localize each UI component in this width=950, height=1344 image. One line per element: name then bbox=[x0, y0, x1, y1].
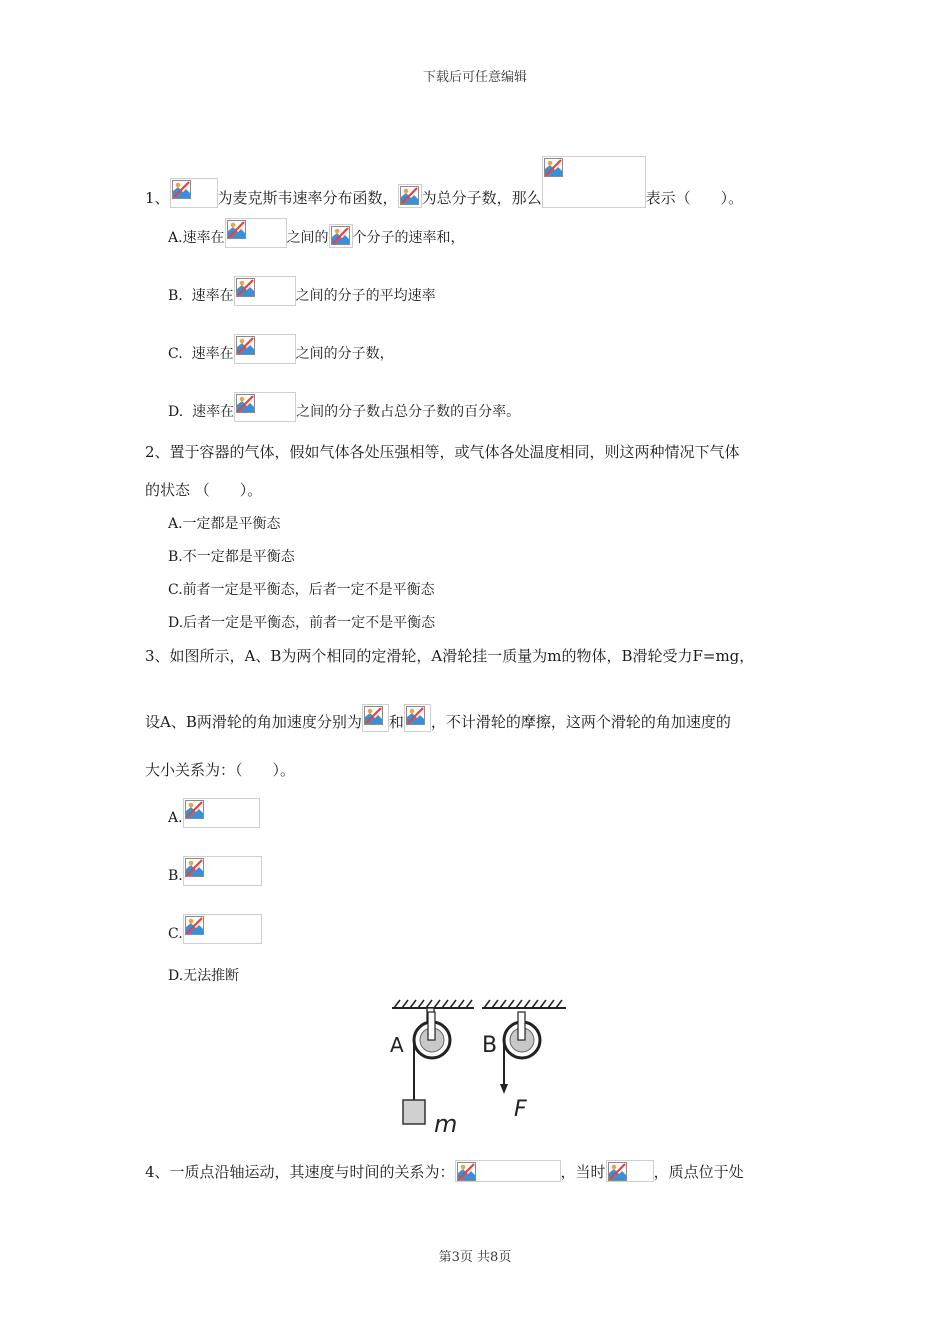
broken-image-icon bbox=[185, 916, 204, 935]
formula-image-placeholder bbox=[183, 798, 260, 828]
formula-image-placeholder bbox=[234, 334, 296, 364]
question-text: 4、一质点沿轴运动，其速度与时间的关系为： bbox=[145, 1163, 455, 1181]
option-b bbox=[168, 276, 436, 306]
option-c bbox=[168, 914, 262, 944]
formula-image-placeholder bbox=[225, 218, 287, 248]
broken-image-icon bbox=[457, 1162, 476, 1181]
broken-image-icon bbox=[608, 1162, 627, 1181]
broken-image-icon bbox=[544, 158, 563, 177]
label-m: m bbox=[434, 1110, 458, 1138]
label-a: A bbox=[390, 1033, 404, 1057]
question-3-line-3: 大小关系为：（ ）。 bbox=[145, 761, 296, 779]
formula-image-placeholder bbox=[183, 914, 262, 944]
option-c: C.前者一定是平衡态，后者一定不是平衡态 bbox=[168, 582, 435, 598]
option-label: D. bbox=[168, 404, 184, 420]
formula-image-placeholder bbox=[234, 392, 296, 422]
question-text: ，当时 bbox=[560, 1163, 606, 1181]
formula-image-placeholder bbox=[455, 1160, 561, 1182]
broken-image-icon bbox=[236, 278, 255, 297]
option-a bbox=[168, 218, 465, 248]
broken-image-icon bbox=[172, 180, 191, 199]
question-1-line bbox=[145, 156, 743, 208]
option-d: D.后者一定是平衡态，前者一定不是平衡态 bbox=[168, 615, 436, 631]
option-text: 个分子的速率和， bbox=[352, 230, 465, 246]
question-number: 1、 bbox=[145, 189, 170, 207]
question-2-line-2: 的状态 （ ）。 bbox=[145, 481, 263, 499]
option-label: A. bbox=[168, 230, 183, 246]
formula-image-placeholder bbox=[170, 178, 218, 208]
option-label: A. bbox=[168, 810, 183, 826]
option-a: A.一定都是平衡态 bbox=[168, 516, 281, 532]
option-text: 速率在 bbox=[191, 346, 234, 362]
option-text: 之间的分子数， bbox=[295, 346, 394, 362]
formula-image-placeholder bbox=[183, 856, 262, 886]
broken-image-icon bbox=[331, 226, 350, 245]
option-a bbox=[168, 798, 260, 828]
question-text: ，质点位于处 bbox=[653, 1163, 744, 1181]
ceiling-b bbox=[482, 1000, 566, 1008]
question-text: 和 bbox=[388, 713, 404, 731]
option-text: 速率在 bbox=[192, 404, 235, 420]
pulley-a bbox=[414, 1008, 450, 1100]
option-label: B. bbox=[168, 868, 183, 884]
option-text: 速率在 bbox=[191, 288, 234, 304]
option-b bbox=[168, 856, 262, 886]
pulley-b bbox=[500, 1012, 540, 1094]
question-2-line-1: 2、置于容器的气体，假如气体各处压强相等，或气体各处温度相同，则这两种情况下气体 bbox=[145, 443, 740, 461]
broken-image-icon bbox=[185, 800, 204, 819]
mass-block bbox=[403, 1100, 425, 1124]
formula-image-placeholder bbox=[542, 156, 646, 208]
broken-image-icon bbox=[406, 706, 425, 725]
option-b: B.不一定都是平衡态 bbox=[168, 549, 295, 565]
pulley-figure bbox=[388, 996, 578, 1138]
broken-image-icon bbox=[400, 186, 419, 205]
question-text: ，不计滑轮的摩擦，这两个滑轮的角加速度的 bbox=[430, 713, 731, 731]
formula-image-placeholder bbox=[606, 1160, 654, 1182]
question-4-line bbox=[145, 1160, 744, 1182]
label-f: F bbox=[514, 1097, 527, 1122]
option-d bbox=[168, 392, 520, 422]
ceiling-a bbox=[392, 1000, 474, 1008]
broken-image-icon bbox=[236, 394, 255, 413]
page-header: 下载后可任意编辑 bbox=[422, 70, 527, 85]
option-label: B. bbox=[168, 288, 183, 304]
option-text: 速率在 bbox=[182, 230, 225, 246]
broken-image-icon bbox=[185, 858, 204, 877]
question-3-line-1: 3、如图所示，A、B为两个相同的定滑轮，A滑轮挂一质量为m的物体，B滑轮受力F=mg， bbox=[145, 647, 755, 665]
option-d: D.无法推断 bbox=[168, 968, 240, 984]
option-label: C. bbox=[168, 346, 183, 362]
question-text: 设A、B两滑轮的角加速度分别为 bbox=[145, 713, 362, 731]
formula-image-placeholder bbox=[404, 704, 431, 732]
option-text: 之间的 bbox=[286, 230, 329, 246]
formula-image-placeholder bbox=[398, 184, 422, 208]
page-footer: 第3页 共8页 bbox=[438, 1250, 512, 1265]
option-text: 之间的分子的平均速率 bbox=[295, 288, 436, 304]
broken-image-icon bbox=[236, 336, 255, 355]
option-label: C. bbox=[168, 926, 183, 942]
broken-image-icon bbox=[364, 706, 383, 725]
question-3-line-2 bbox=[145, 704, 731, 732]
formula-image-placeholder bbox=[329, 224, 353, 248]
question-text: 为麦克斯韦速率分布函数， bbox=[217, 189, 398, 207]
option-c bbox=[168, 334, 394, 364]
formula-image-placeholder bbox=[234, 276, 296, 306]
broken-image-icon bbox=[227, 220, 246, 239]
label-b: B bbox=[482, 1033, 498, 1058]
option-text: 之间的分子数占总分子数的百分率。 bbox=[296, 404, 521, 420]
question-text: 为总分子数，那么 bbox=[421, 189, 542, 207]
question-text: 表示（ ）。 bbox=[645, 189, 744, 207]
formula-image-placeholder bbox=[362, 704, 389, 732]
